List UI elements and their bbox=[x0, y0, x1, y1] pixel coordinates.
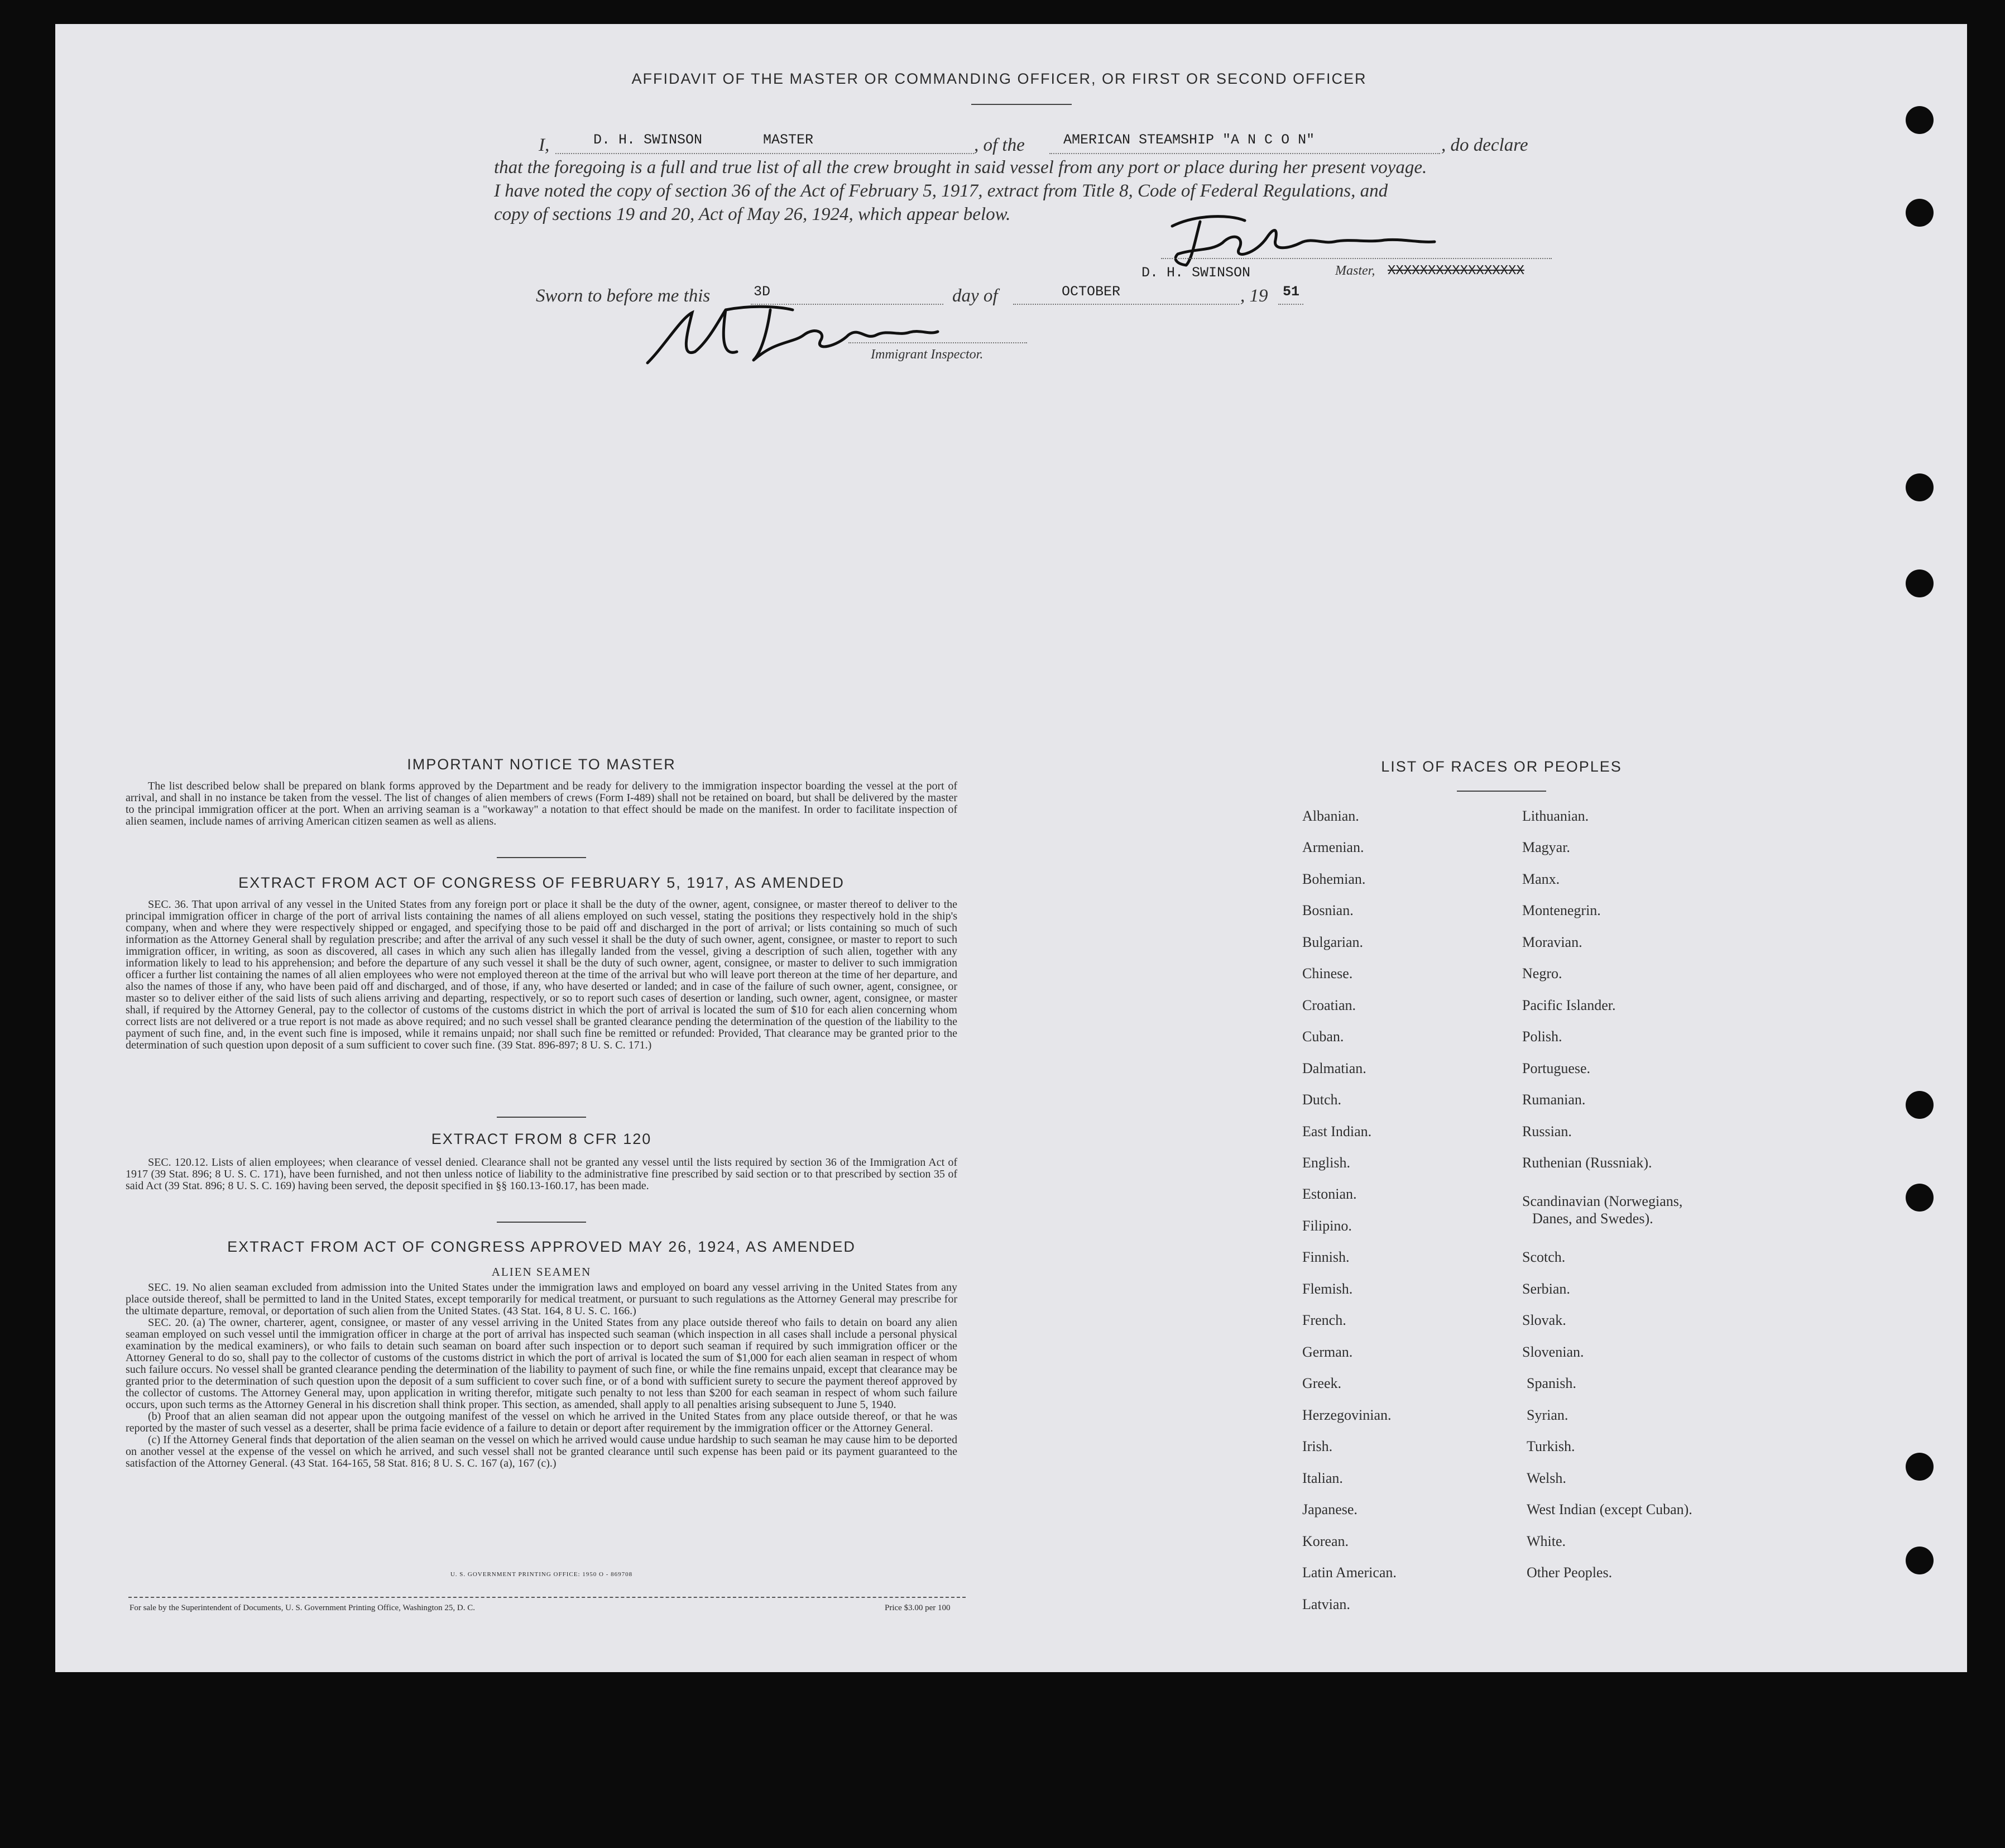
declarant-title: MASTER bbox=[763, 132, 814, 148]
race-item: Irish. bbox=[1302, 1438, 1333, 1454]
sec19-paragraph: SEC. 19. No alien seaman excluded from admission into the United States under the immigration laws and employed on board any vessel arriving in the United States from any place outside thereof, shall be permitted to land in the United States, except temporarily for medical treatment, or pursuant to such regulations as the Attorney General may prescribe for the ultimate departure, removal, or deportation of such alien from the United States. (43 Stat. 164, 8 U. S. C. 166.) bbox=[126, 1281, 957, 1317]
race-item: Manx. bbox=[1522, 871, 1560, 887]
races-rule bbox=[1457, 791, 1546, 792]
notice-paragraph: The list described below shall be prepared on blank forms approved by the Department and be ready for delivery to the immigration inspector boarding the vessel at the port of arrival, and shall in no instance be taken from the vessel. The list of changes of alien members of crews (Form I-489) shall not be retained on board, but shall be delivered by the master to the principal immigration officer at the port. When an arriving seaman is a "workaway" a notation to that effect should be made on the manifest. In order to facilitate inspection of alien seamen, include names of arriving American citizen seamen as well as aliens. bbox=[126, 780, 957, 827]
race-item: Korean. bbox=[1302, 1533, 1349, 1549]
binder-hole bbox=[1906, 1453, 1934, 1481]
race-item: Flemish. bbox=[1302, 1281, 1353, 1297]
race-item: Other Peoples. bbox=[1527, 1564, 1613, 1581]
affidavit-title: AFFIDAVIT OF THE MASTER OR COMMANDING OFFICER, OR FIRST OR SECOND OFFICER bbox=[631, 70, 1367, 87]
footer-sale: For sale by the Superintendent of Documents, U. S. Government Printing Office, Washington 25, D. C. bbox=[129, 1603, 475, 1612]
race-item: French. bbox=[1302, 1312, 1346, 1328]
section-rule bbox=[497, 1222, 586, 1223]
race-item: Finnish. bbox=[1302, 1249, 1350, 1265]
race-item: Welsh. bbox=[1527, 1470, 1566, 1486]
of-the-text: , of the bbox=[974, 135, 1025, 155]
sworn-day: 3D bbox=[754, 284, 771, 300]
race-item: Chinese. bbox=[1302, 965, 1353, 982]
binder-hole bbox=[1906, 569, 1934, 597]
extract-cfr-title: EXTRACT FROM 8 CFR 120 bbox=[431, 1131, 652, 1147]
notice-body bbox=[126, 781, 957, 827]
extract-1917-title: EXTRACT FROM ACT OF CONGRESS OF FEBRUARY 5, 1917, AS AMENDED bbox=[238, 874, 845, 891]
affidavit-line-3: I have noted the copy of section 36 of the Act of February 5, 1917, extract from Title 8, Code of Federal Regulations, and bbox=[494, 181, 1388, 201]
extract-1924-body bbox=[126, 1282, 957, 1469]
binder-hole bbox=[1906, 1547, 1934, 1574]
sec20b-paragraph: (b) Proof that an alien seaman did not appear upon the outgoing manifest of the vessel on which he arrived in the United States from any place outside thereof, or that he was reported by the master of such vessel as a deserter, shall be prima facie evidence of a failure to detain or deport after requirement by the immigration officer or the Attorney General. bbox=[126, 1410, 957, 1434]
race-item: Bosnian. bbox=[1302, 902, 1354, 918]
race-item: Latvian. bbox=[1302, 1596, 1350, 1612]
race-item: Herzegovinian. bbox=[1302, 1407, 1392, 1423]
footer-price: Price $3.00 per 100 bbox=[885, 1603, 951, 1612]
race-item: Negro. bbox=[1522, 965, 1562, 982]
race-item: Bohemian. bbox=[1302, 871, 1366, 887]
race-item: Bulgarian. bbox=[1302, 934, 1364, 950]
race-item: Latin American. bbox=[1302, 1564, 1397, 1581]
notice-title: IMPORTANT NOTICE TO MASTER bbox=[407, 756, 676, 773]
race-item: Spanish. bbox=[1527, 1375, 1576, 1391]
sec20c-paragraph: (c) If the Attorney General finds that deportation of the alien seaman on the vessel on which he arrived would cause undue hardship to such seaman he may cause him to be deported on another vessel at the expense of the vessel on which he arrived, and such vessel shall not be granted clearance until such expense has been paid or its payment guaranteed to the satisfaction of the Attorney General. (43 Stat. 164-165, 58 Stat. 816; 8 U. S. C. 167 (a), 167 (c).) bbox=[126, 1434, 957, 1469]
sec20a-paragraph: SEC. 20. (a) The owner, charterer, agent, consignee, or master of any vessel arriving in the United States from any place outside thereof who fails to detain on board any alien seaman employed on such vessel until the immigration officer in charge at the port of arrival has inspected such seaman (which inspection in all cases shall include a personal physical examination by the medical examiners), or who fails to detain such seaman on board after such inspection or to deport such seaman if required by such immigration officer or the Attorney General to do so, shall pay to the collector of customs of the customs district in which the port of arrival is located the sum of $1,000 for each alien seaman in respect of whom such failure occurs. No vessel shall be granted clearance pending the determination of the liability to payment of such fine, or while the fine remains unpaid, except that clearance may be granted prior to the determination of such question upon the deposit of a sum sufficient to cover such fine, or of a bond with sufficient surety to secure the payment thereof approved by the collector of customs. The Attorney General may, upon application in writing therefor, mitigate such penalty to not less than $200 for each seaman in respect of whom such failure occurs, upon such terms as the Attorney General in his discretion shall think proper. This section, as amended, shall apply to all penalties arising subsequent to June 5, 1940. bbox=[126, 1316, 957, 1411]
race-item: Italian. bbox=[1302, 1470, 1343, 1486]
race-item: Croatian. bbox=[1302, 997, 1356, 1013]
race-item: Albanian. bbox=[1302, 808, 1359, 824]
declarant-name: D. H. SWINSON bbox=[593, 132, 703, 148]
section-rule bbox=[497, 1117, 586, 1118]
binder-hole bbox=[1906, 106, 1934, 134]
race-item: Slovak. bbox=[1522, 1312, 1566, 1328]
race-item: English. bbox=[1302, 1155, 1350, 1171]
race-item: White. bbox=[1527, 1533, 1566, 1549]
race-item: Danes, and Swedes). bbox=[1532, 1210, 1653, 1227]
signer-role-struck: XXXXXXXXXXXXXXXXX bbox=[1388, 264, 1524, 279]
race-item: Estonian. bbox=[1302, 1186, 1357, 1202]
extract-cfr-body bbox=[126, 1157, 957, 1192]
race-item: Russian. bbox=[1522, 1123, 1572, 1140]
binder-hole bbox=[1906, 1184, 1934, 1212]
affidavit-line-4: copy of sections 19 and 20, Act of May 26, 1924, which appear below. bbox=[494, 204, 1011, 224]
race-item: Polish. bbox=[1522, 1028, 1562, 1045]
races-title: LIST OF RACES OR PEOPLES bbox=[1381, 758, 1622, 775]
year-prefix: , 19 bbox=[1240, 286, 1268, 306]
race-item: Dutch. bbox=[1302, 1091, 1342, 1108]
race-item: Armenian. bbox=[1302, 839, 1364, 855]
race-item: Lithuanian. bbox=[1522, 808, 1589, 824]
extract-1917-paragraph: SEC. 36. That upon arrival of any vessel in the United States from any foreign port or place it shall be the duty of the owner, agent, consignee, or master thereof to deliver to the principal immigration officer in charge of the port of arrival lists containing the names of all aliens employed on such vessel, stating the positions they respectively hold in the ship's company, when and where they were respectively shipped or engaged, and specifying those to be paid off and discharged in the port of arrival; or lists containing so much of such information as the Attorney General shall by regulation prescribe; and after the arrival of any such vessel it shall be the duty of such owner, agent, consignee, or master to report to such immigration officer, in writing, as soon as discovered, all cases in which any such alien has illegally landed from the vessel, giving a description of such alien, together with any information likely to lead to his apprehension; and before the departure of any such vessel it shall be the duty of such owner, agent, consignee, or master to deliver to such immigration officer a further list containing the names of all alien employees who were not employed thereon at the time of the arrival but who will leave port thereon at the time of her departure, and also the names of those if any, who have been paid off and discharged, and of those, if any, who have deserted or landed; and in case of the failure of such owner, agent, consignee, or master so to deliver either of the said lists of such aliens arriving and departing, respectively, or so to report such cases of desertion or landing, such owner, agent, consignee, or master shall, if required by the Attorney General, pay to the collector of customs of the customs district in which the port of arrival is located the sum of $10 for each alien concerning whom correct lists are not delivered or a true report is not made as above required; and no such vessel shall be granted clearance pending the determination of the question of the liability to the payment of such fine, and, in the event such fine is imposed, while it remains unpaid; nor shall such fine be remitted or refunded: Provided, That clearance may be granted prior to the determination of such question upon deposit of a sum sufficient to cover such fine. (39 Stat. 896-897; 8 U. S. C. 171.) bbox=[126, 898, 957, 1051]
footer-rule bbox=[128, 1597, 966, 1598]
master-signature bbox=[1161, 209, 1451, 271]
binder-hole bbox=[1906, 473, 1934, 501]
race-item: Scandinavian (Norwegians, bbox=[1522, 1193, 1683, 1209]
section-rule bbox=[497, 857, 586, 858]
day-of-text: day of bbox=[952, 286, 998, 306]
race-item: Montenegrin. bbox=[1522, 902, 1601, 918]
race-item: Greek. bbox=[1302, 1375, 1342, 1391]
sworn-month: OCTOBER bbox=[1062, 284, 1121, 300]
race-item: Turkish. bbox=[1527, 1438, 1575, 1454]
extract-cfr-paragraph: SEC. 120.12. Lists of alien employees; when clearance of vessel denied. Clearance shall not be granted any vessel until the lists required by section 36 of the Immigration Act of 1917 (39 Stat. 896; 8 U. S. C. 171), have been furnished, and not then unless notice of liability to the administrative fine prescribed by said section or to that prescribed by section 35 of said Act (39 Stat. 896; 8 U. S. C. 169) having been served, the deposit specified in §§ 160.13-160.17, has been made. bbox=[126, 1156, 957, 1192]
race-item: Portuguese. bbox=[1522, 1060, 1591, 1076]
race-item: Dalmatian. bbox=[1302, 1060, 1366, 1076]
sworn-year: 51 bbox=[1283, 284, 1300, 300]
race-item: Japanese. bbox=[1302, 1501, 1358, 1517]
sworn-prefix: Sworn to before me this bbox=[536, 286, 711, 306]
race-item: Slovenian. bbox=[1522, 1344, 1584, 1360]
do-declare-text: , do declare bbox=[1441, 135, 1528, 155]
signer-role: Master, bbox=[1335, 264, 1375, 278]
signature-line bbox=[1161, 246, 1552, 259]
race-item: Scotch. bbox=[1522, 1249, 1566, 1265]
extract-1924-title: EXTRACT FROM ACT OF CONGRESS APPROVED MAY 26, 1924, AS AMENDED bbox=[227, 1238, 856, 1255]
race-item: Moravian. bbox=[1522, 934, 1582, 950]
sworn-month-line bbox=[1013, 285, 1239, 305]
race-item: Syrian. bbox=[1527, 1407, 1568, 1423]
race-item: Magyar. bbox=[1522, 839, 1570, 855]
race-item: East Indian. bbox=[1302, 1123, 1372, 1140]
title-rule bbox=[971, 104, 1072, 105]
race-item: Filipino. bbox=[1302, 1218, 1352, 1234]
race-item: German. bbox=[1302, 1344, 1353, 1360]
vessel-name: AMERICAN STEAMSHIP "A N C O N" bbox=[1063, 132, 1315, 148]
race-item: Cuban. bbox=[1302, 1028, 1344, 1045]
race-item: Rumanian. bbox=[1522, 1091, 1586, 1108]
binder-hole bbox=[1906, 199, 1934, 227]
race-item: Serbian. bbox=[1522, 1281, 1570, 1297]
race-item: Pacific Islander. bbox=[1522, 997, 1616, 1013]
i-prefix: I, bbox=[539, 135, 550, 155]
extract-1924-subtitle: ALIEN SEAMEN bbox=[491, 1265, 592, 1279]
binder-hole bbox=[1906, 1091, 1934, 1119]
inspector-line bbox=[848, 327, 1027, 343]
inspector-label: Immigrant Inspector. bbox=[871, 347, 984, 362]
race-item: West Indian (except Cuban). bbox=[1527, 1501, 1692, 1517]
race-item: Ruthenian (Russniak). bbox=[1522, 1155, 1652, 1171]
affidavit-line-2: that the foregoing is a full and true list of all the crew brought in said vessel from any port or place during her present voyage. bbox=[494, 157, 1427, 178]
printing-office-note: U. S. GOVERNMENT PRINTING OFFICE: 1950 O - 869708 bbox=[450, 1571, 633, 1578]
extract-1917-body bbox=[126, 899, 957, 1051]
signer-typed-name: D. H. SWINSON bbox=[1141, 265, 1251, 281]
